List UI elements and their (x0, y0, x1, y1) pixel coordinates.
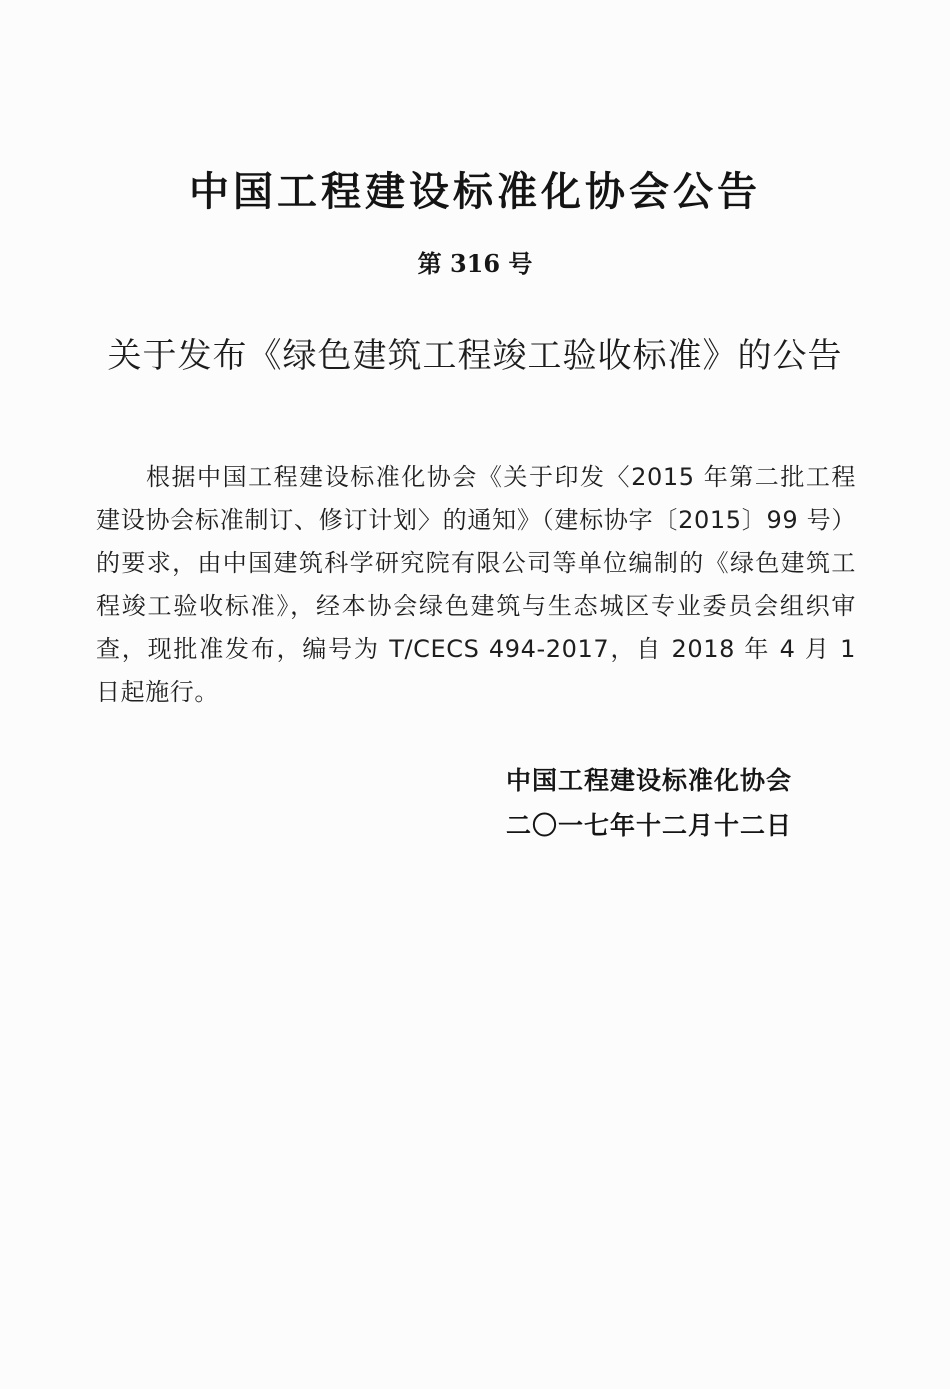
announcement-title: 中国工程建设标准化协会公告 (189, 169, 761, 215)
signature-organization: 中国工程建设标准化协会 (506, 766, 793, 795)
signature-date: 二〇一七年十二月十二日 (506, 811, 793, 840)
announcement-number: 第 316 号 (417, 249, 533, 278)
announcement-body: 根据中国工程建设标准化协会《关于印发〈2015 年第二批工程建设协会标准制订、修订计划〉的通知》（建标协字〔2015〕99 号）的要求，由中国建筑科学研究院有限公司等单位编制的《绿色建筑工程竣工验收标准》，经本协会绿色建筑与生态城区专业委员会组织审查，现批准发布，编号为 T/CECS 494-2017，自 2018 年 4 月 1 日起施行。 (96, 463, 856, 706)
signature-block (506, 758, 792, 848)
announcement-subtitle: 关于发布《绿色建筑工程竣工验收标准》的公告 (107, 336, 843, 376)
